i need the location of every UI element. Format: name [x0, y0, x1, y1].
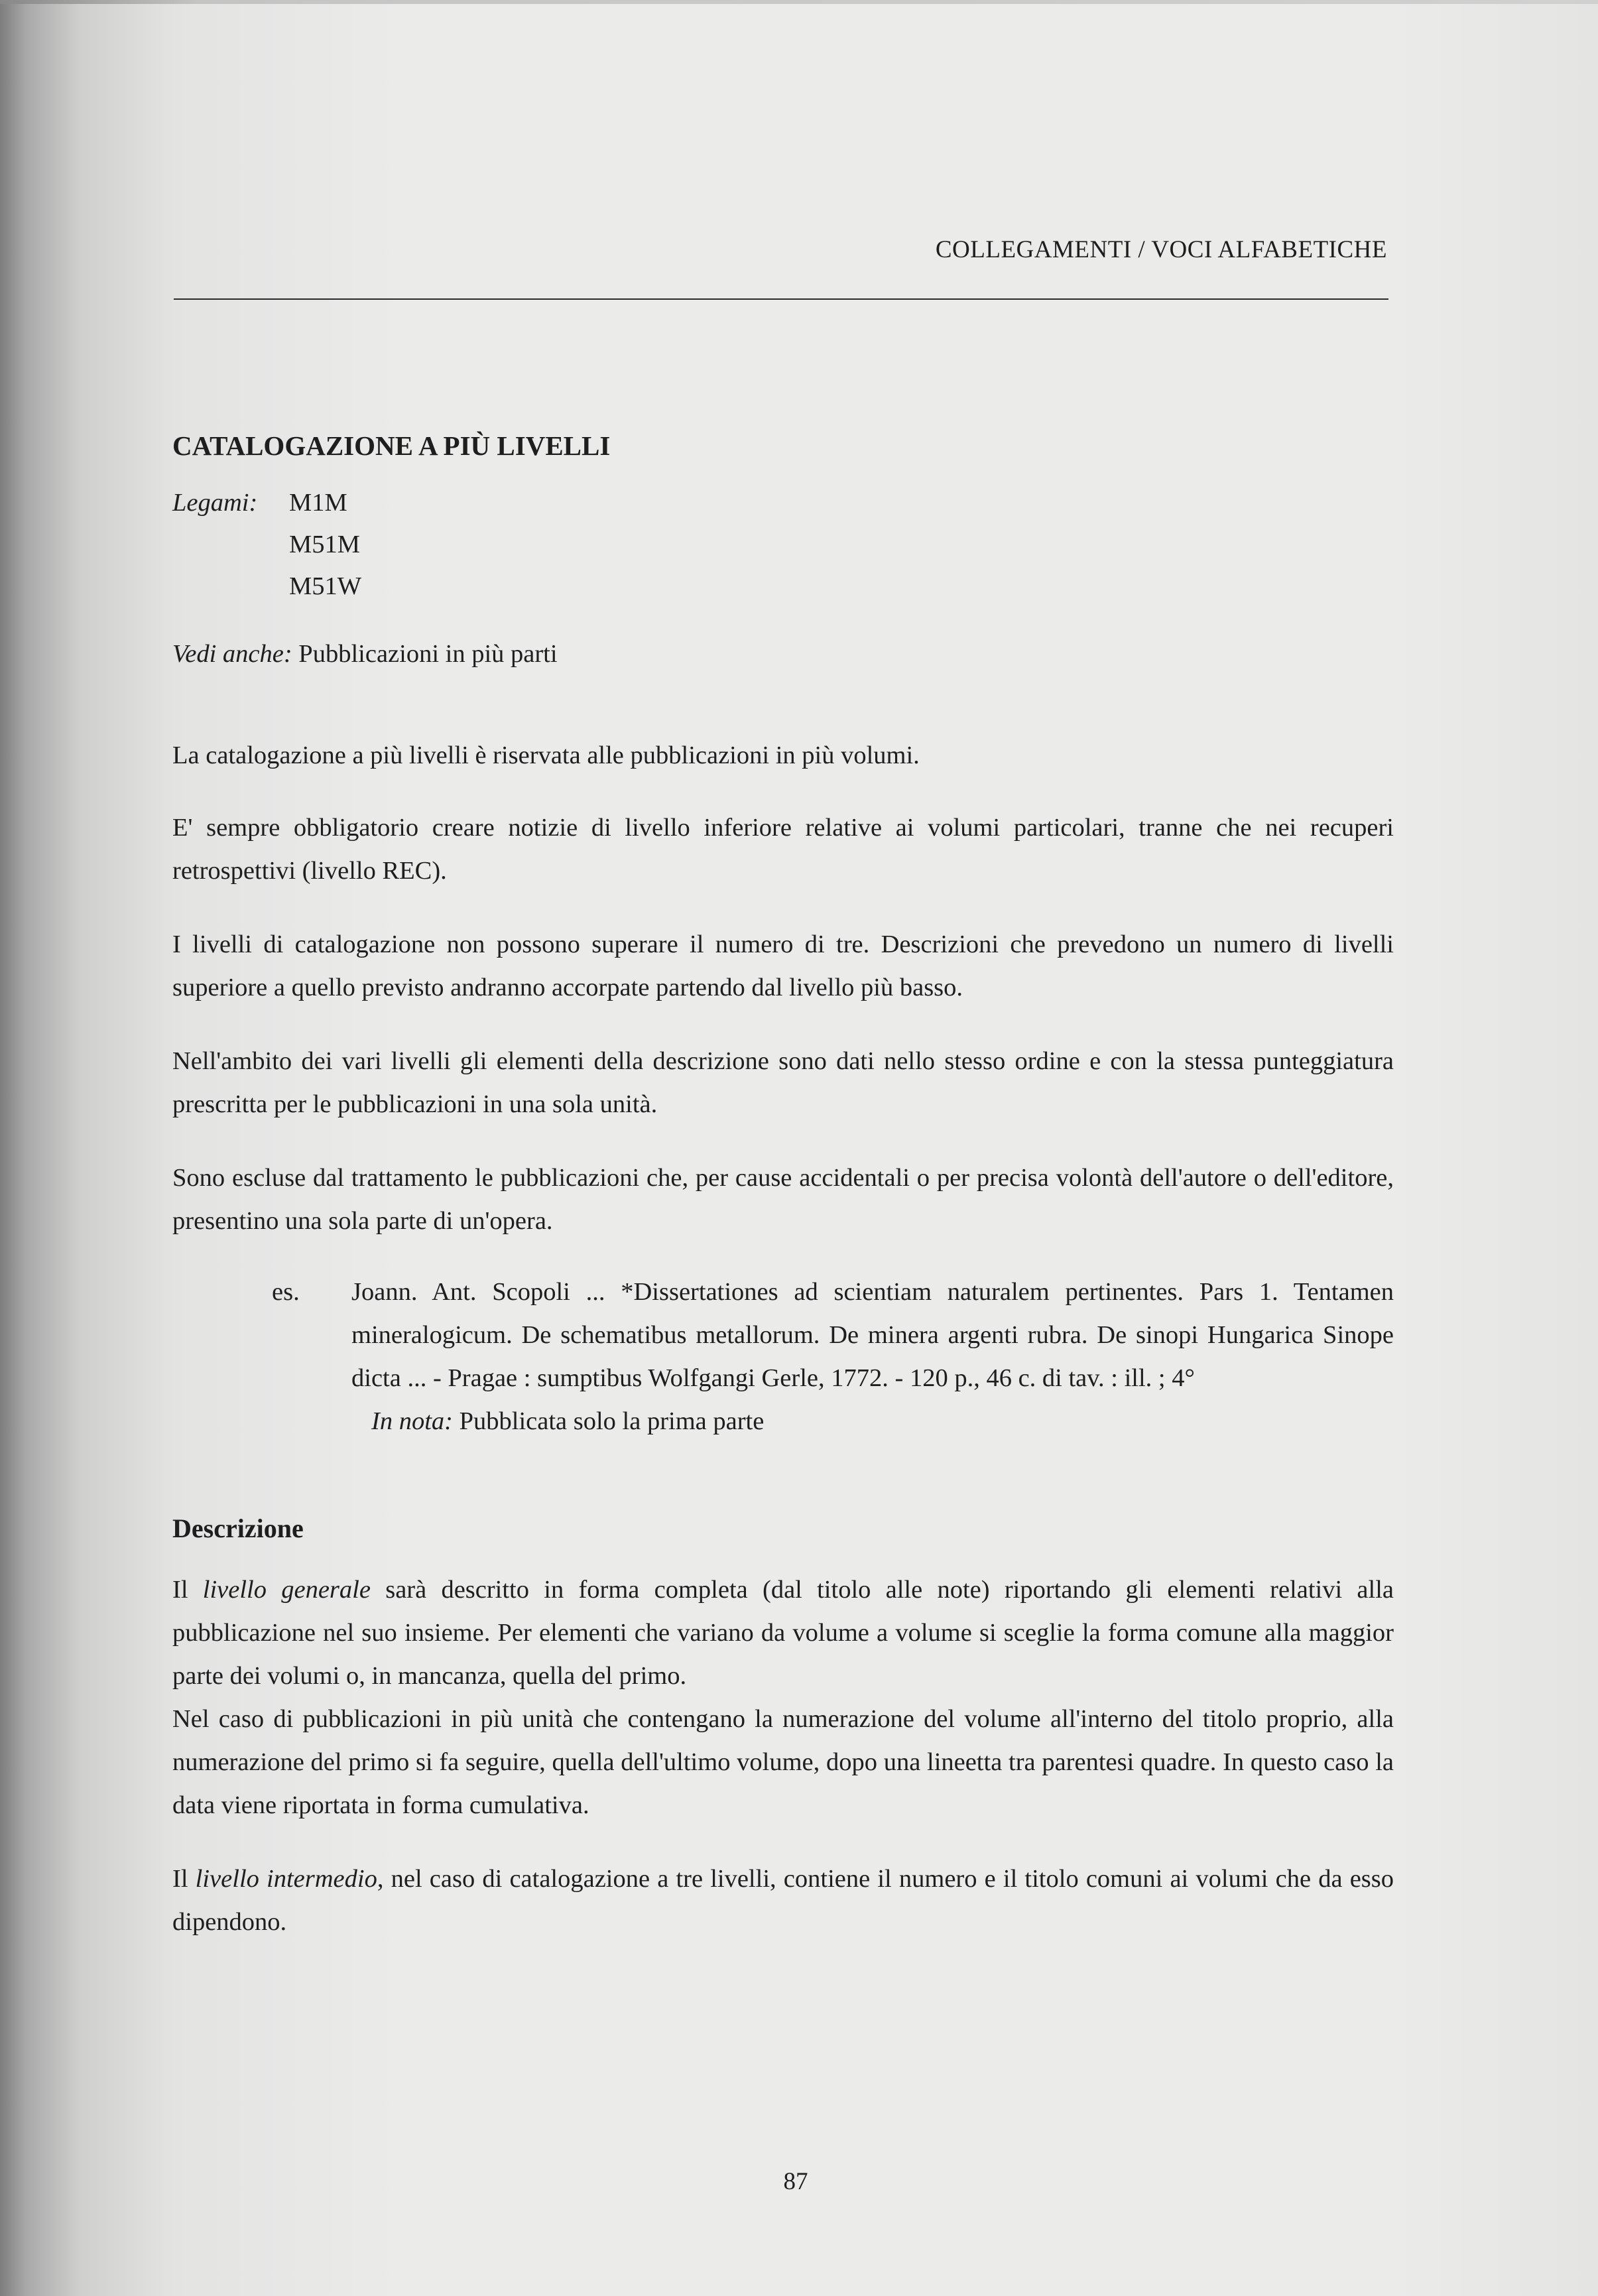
- paragraph-livello-generale: Il livello generale sarà descritto in forma completa (dal titolo alle note) riportando gli elementi relativi alla pubblicazione nel suo insieme. Per elementi che variano da volume a volume si sceglie la forma comune alla maggior parte dei volumi o, in mancanza, quella del primo.: [172, 1576, 1394, 1690]
- vedi-anche: [172, 633, 1394, 676]
- example-note: [351, 1400, 1394, 1443]
- paragraph: Nell'ambito dei vari livelli gli elementi della descrizione sono dati nello stesso ordine e con la stessa punteggiatura prescritta per le pubblicazioni in una sola unità.: [172, 1047, 1394, 1118]
- vedi-anche-label: Vedi anche:: [172, 640, 292, 668]
- term-livello-generale: livello generale: [202, 1576, 371, 1604]
- legami-block: [172, 482, 1394, 607]
- vedi-anche-value: Pubblicazioni in più parti: [298, 640, 558, 668]
- legami-value: M1M: [289, 489, 347, 517]
- paragraph: Sono escluse dal trattamento le pubblicazioni che, per cause accidentali o per precisa volontà dell'autore o dell'editore, presentino una sola parte di un'opera.: [172, 1164, 1394, 1235]
- section-title: CATALOGAZIONE A PIÙ LIVELLI: [172, 430, 611, 461]
- example-note-label: In nota:: [371, 1407, 453, 1435]
- legami-label: Legami:: [172, 489, 258, 517]
- paragraph: La catalogazione a più livelli è riservata alle pubblicazioni in più volumi.: [172, 741, 920, 769]
- example-label: es.: [272, 1278, 300, 1306]
- running-head: COLLEGAMENTI / VOCI ALFABETICHE: [935, 236, 1387, 263]
- page-number: 87: [783, 2168, 808, 2195]
- header-rule: [174, 298, 1388, 300]
- paragraph: I livelli di catalogazione non possono superare il numero di tre. Descrizioni che prevedono un numero di livelli superiore a quello previsto andranno accorpate partendo dal livello più basso.: [172, 930, 1394, 1001]
- example-note-text: Pubblicata solo la prima parte: [459, 1407, 765, 1435]
- page-content: [172, 424, 1394, 1944]
- descrizione-heading: Descrizione: [172, 1513, 304, 1543]
- term-livello-intermedio: livello intermedio: [195, 1865, 377, 1893]
- legami-value: M51W: [289, 572, 362, 600]
- example-text: Joann. Ant. Scopoli ... *Dissertationes ad scientiam naturalem pertinentes. Pars 1. Tentamen mineralogicum. De schematibus metallorum. De minera argenti rubra. De sinopi Hungarica Sinope dicta ... - Pragae : sumptibus Wolfgangi Gerle, 1772. - 120 p., 46 c. di tav. : ill. ; 4°: [351, 1278, 1394, 1392]
- paragraph: E' sempre obbligatorio creare notizie di livello inferiore relative ai volumi particolari, tranne che nei recuperi retrospettivi (livello REC).: [172, 814, 1394, 885]
- legami-value: M51M: [289, 531, 360, 558]
- page-top-edge: [0, 0, 1598, 4]
- paragraph: Nel caso di pubblicazioni in più unità che contengano la numerazione del volume all'interno del titolo proprio, alla numerazione del primo si fa seguire, quella dell'ultimo volume, dopo una lineetta tra parentesi quadre. In questo caso la data viene riportata in forma cumulativa.: [172, 1705, 1394, 1819]
- paragraph-livello-intermedio: Il livello intermedio, nel caso di catalogazione a tre livelli, contiene il numero e il titolo comuni ai volumi che da esso dipendono.: [172, 1865, 1394, 1936]
- example-block: [172, 1271, 1394, 1443]
